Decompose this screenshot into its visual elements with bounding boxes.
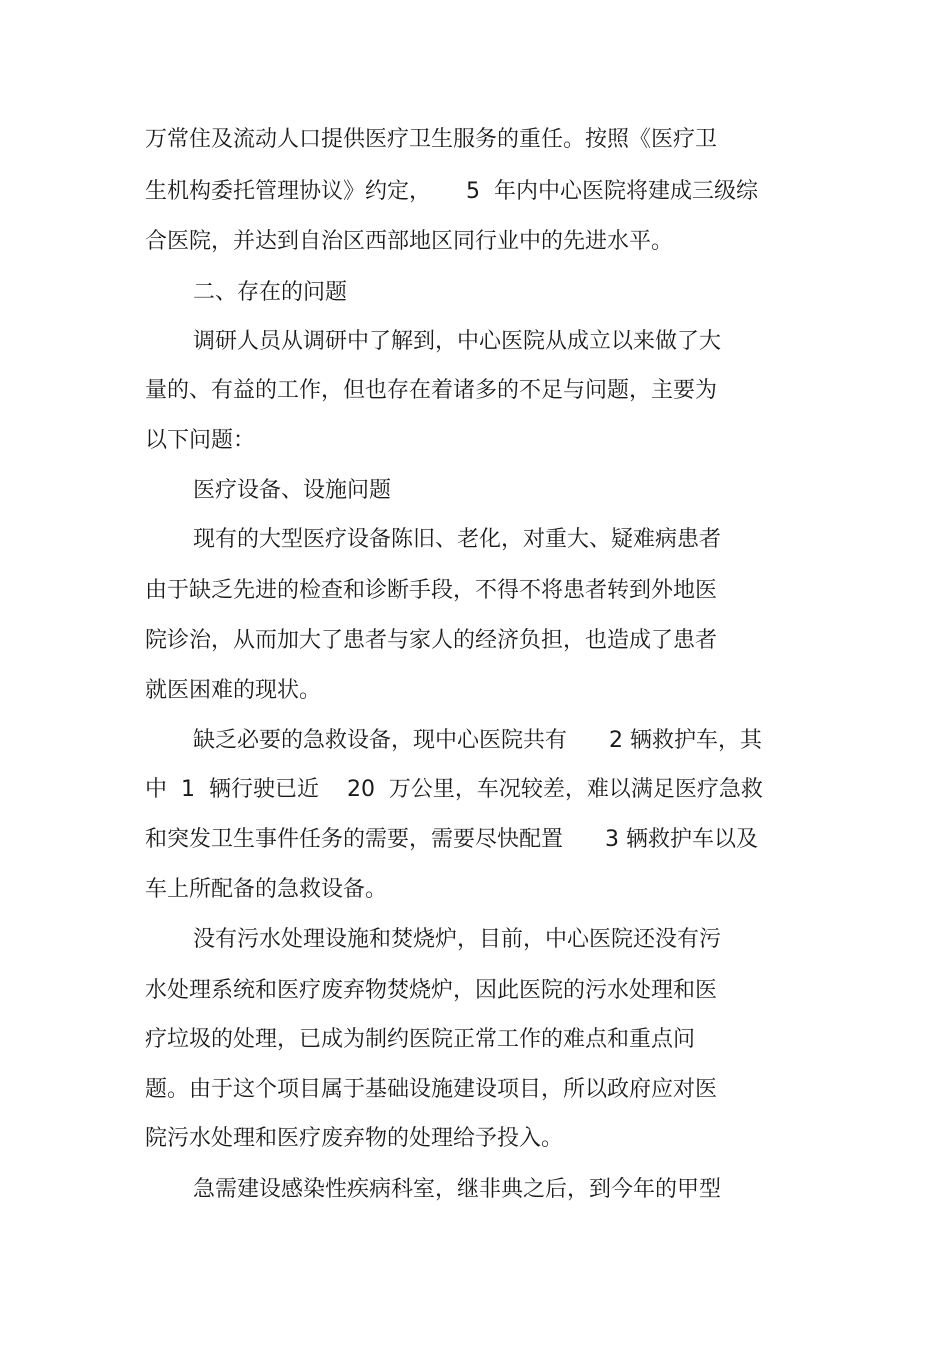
text-line-18: 水处理系统和医疗废弃物焚烧炉，因此医院的污水处理和医 bbox=[145, 978, 718, 1003]
text-line-2: 生机构委托管理协议》约定， 5 年内中心医院将建成三级综 bbox=[145, 179, 758, 204]
text-line-17: 没有污水处理设施和焚烧炉，目前，中心医院还没有污 bbox=[193, 927, 722, 952]
text-line-14: 中 1 辆行驶已近 20 万公里，车况较差，难以满足医疗急救 bbox=[145, 777, 763, 802]
text-line-21: 院污水处理和医疗废弃物的处理给予投入。 bbox=[145, 1126, 564, 1151]
text-line-5: 调研人员从调研中了解到，中心医院从成立以来做了大 bbox=[193, 329, 722, 354]
text-line-16: 车上所配备的急救设备。 bbox=[145, 877, 388, 902]
text-line-12: 就医困难的现状。 bbox=[145, 678, 322, 703]
text-line-13: 缺乏必要的急救设备，现中心医院共有 2 辆救护车，其 bbox=[193, 728, 762, 753]
text-line-1: 万常住及流动人口提供医疗卫生服务的重任。按照《医疗卫 bbox=[145, 127, 718, 152]
text-line-22: 急需建设感染性疾病科室，继非典之后，到今年的甲型 bbox=[193, 1177, 722, 1202]
text-line-6: 量的、有益的工作，但也存在着诸多的不足与问题，主要为 bbox=[145, 378, 718, 403]
text-line-20: 题。由于这个项目属于基础设施建设项目，所以政府应对医 bbox=[145, 1077, 718, 1102]
section-heading: 二、存在的问题 bbox=[193, 280, 348, 305]
subsection-heading: 医疗设备、设施问题 bbox=[193, 478, 392, 503]
text-line-9: 现有的大型医疗设备陈旧、老化，对重大、疑难病患者 bbox=[193, 527, 722, 552]
text-line-7: 以下问题： bbox=[145, 428, 256, 453]
text-line-15: 和突发卫生事件任务的需要，需要尽快配置 3 辆救护车以及 bbox=[145, 827, 758, 852]
text-line-11: 院诊治，从而加大了患者与家人的经济负担，也造成了患者 bbox=[145, 628, 718, 653]
text-line-3: 合医院，并达到自治区西部地区同行业中的先进水平。 bbox=[145, 229, 674, 254]
text-line-10: 由于缺乏先进的检查和诊断手段，不得不将患者转到外地医 bbox=[145, 578, 718, 603]
text-line-19: 疗垃圾的处理，已成为制约医院正常工作的难点和重点问 bbox=[145, 1027, 696, 1052]
